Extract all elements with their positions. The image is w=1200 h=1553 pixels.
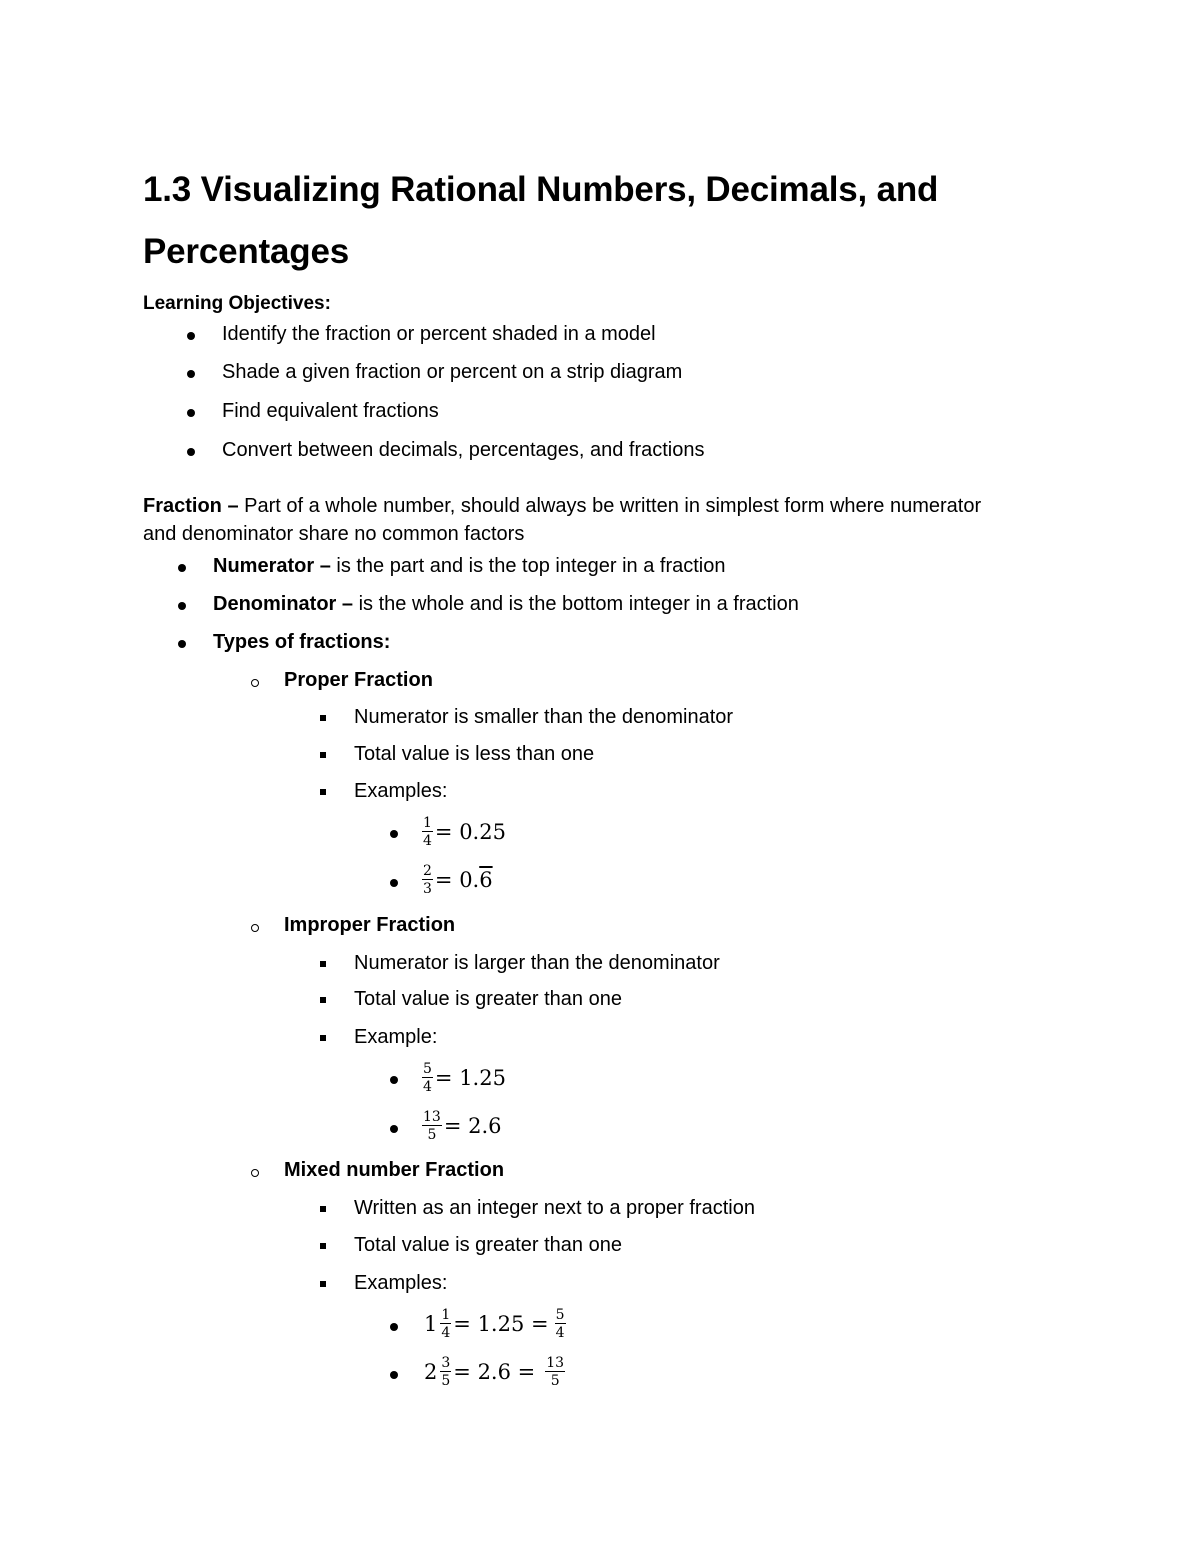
- mixed-fraction-item: Examples:: [354, 1272, 448, 1294]
- fraction: [422, 1110, 442, 1142]
- example-result: = 2.6: [443, 1114, 502, 1138]
- fraction-denominator: 4: [423, 1079, 432, 1095]
- mixed-fraction-item: Written as an integer next to a proper fraction: [354, 1197, 755, 1219]
- learning-objectives-heading: Learning Objectives:: [143, 293, 331, 314]
- bullet-square-icon: [320, 752, 326, 758]
- denominator-text: is the whole and is the bottom integer in a fraction: [353, 593, 799, 615]
- denominator-definition: [213, 593, 799, 616]
- proper-example-1: [420, 816, 506, 848]
- bullet-dot-icon: [390, 1371, 398, 1379]
- repeating-digit: 6: [479, 868, 493, 892]
- fraction-numerator: 2: [423, 863, 432, 879]
- bullet-square-icon: [320, 715, 326, 721]
- improper-example-2: [420, 1110, 502, 1142]
- numerator-term: Numerator –: [213, 555, 331, 577]
- fraction-denominator: 5: [550, 1373, 560, 1389]
- bullet-dot-icon: [178, 602, 186, 610]
- fraction: [545, 1356, 565, 1388]
- bullet-square-icon: [320, 961, 326, 967]
- fraction-denominator: 4: [441, 1325, 451, 1341]
- proper-fraction-item: Examples:: [354, 780, 448, 802]
- numerator-definition: [213, 555, 726, 578]
- bullet-dot-icon: [187, 409, 195, 417]
- fraction: [422, 864, 433, 896]
- fraction: [440, 1308, 451, 1340]
- bullet-dot-icon: [178, 564, 186, 572]
- mixed-number-fraction-heading: Mixed number Fraction: [284, 1159, 505, 1181]
- example-result: = 0.25: [434, 820, 506, 844]
- bullet-square-icon: [320, 1035, 326, 1041]
- bullet-square-icon: [320, 1243, 326, 1249]
- fraction: [440, 1356, 451, 1388]
- fraction-numerator: 1: [423, 815, 432, 831]
- bullet-dot-icon: [178, 640, 186, 648]
- numerator-text: is the part and is the top integer in a fraction: [330, 555, 726, 577]
- bullet-dot-icon: [390, 1323, 398, 1331]
- bullet-dot-icon: [390, 879, 398, 887]
- bullet-square-icon: [320, 997, 326, 1003]
- bullet-circle-icon: [251, 1169, 259, 1177]
- example-result-prefix: = 0.: [434, 868, 480, 892]
- fraction-numerator: 3: [441, 1355, 451, 1371]
- example-result: = 2.6 =: [453, 1360, 536, 1384]
- objective-item: Find equivalent fractions: [222, 400, 439, 422]
- improper-fraction-heading: Improper Fraction: [284, 914, 456, 936]
- bullet-dot-icon: [187, 332, 195, 340]
- mixed-example-2: [424, 1356, 567, 1388]
- fraction: [422, 1062, 433, 1094]
- fraction-definition-line-1: [143, 495, 981, 518]
- fraction-definition-text: Part of a whole number, should always be written in simplest form where numerator: [238, 495, 982, 517]
- bullet-dot-icon: [187, 370, 195, 378]
- fraction-denominator: 5: [427, 1127, 437, 1143]
- fraction-denominator: 5: [441, 1373, 451, 1389]
- objective-item: Shade a given fraction or percent on a strip diagram: [222, 361, 683, 383]
- proper-example-2: [420, 864, 493, 896]
- improper-fraction-item: Example:: [354, 1026, 438, 1048]
- example-result: = 1.25: [434, 1066, 506, 1090]
- objective-item: Identify the fraction or percent shaded in a model: [222, 323, 656, 345]
- bullet-square-icon: [320, 1206, 326, 1212]
- example-result: [435, 868, 493, 892]
- mixed-example-1: [424, 1308, 568, 1340]
- bullet-dot-icon: [390, 1076, 398, 1084]
- bullet-square-icon: [320, 1281, 326, 1287]
- fraction-numerator: 5: [423, 1061, 432, 1077]
- objective-item: Convert between decimals, percentages, and fractions: [222, 439, 705, 461]
- fraction-denominator: 4: [555, 1325, 565, 1341]
- fraction-denominator: 3: [423, 881, 432, 897]
- fraction: [555, 1308, 566, 1340]
- improper-example-1: [420, 1062, 506, 1094]
- bullet-square-icon: [320, 789, 326, 795]
- fraction-term: Fraction –: [143, 495, 239, 517]
- bullet-circle-icon: [251, 679, 259, 687]
- example-result: = 1.25 =: [453, 1312, 549, 1336]
- mixed-whole-part: 1: [424, 1312, 438, 1336]
- bullet-dot-icon: [390, 830, 398, 838]
- fraction: [422, 816, 433, 848]
- improper-fraction-item: Numerator is larger than the denominator: [354, 952, 720, 974]
- denominator-term: Denominator –: [213, 593, 354, 615]
- proper-fraction-item: Total value is less than one: [354, 743, 595, 765]
- improper-fraction-item: Total value is greater than one: [354, 988, 622, 1010]
- bullet-dot-icon: [390, 1125, 398, 1133]
- fraction-denominator: 4: [423, 833, 432, 849]
- fraction-definition-line-2: and denominator share no common factors: [143, 523, 525, 545]
- page-title-line-2: Percentages: [143, 232, 349, 271]
- page-title-line-1: 1.3 Visualizing Rational Numbers, Decimals, and: [143, 170, 939, 209]
- fraction-numerator: 1: [441, 1307, 451, 1323]
- fraction-numerator: 13: [546, 1355, 565, 1371]
- bullet-circle-icon: [251, 924, 259, 932]
- mixed-fraction-item: Total value is greater than one: [354, 1234, 622, 1256]
- bullet-dot-icon: [187, 448, 195, 456]
- fraction-numerator: 13: [423, 1109, 441, 1125]
- proper-fraction-item: Numerator is smaller than the denominator: [354, 706, 734, 728]
- fraction-numerator: 5: [555, 1307, 565, 1323]
- mixed-whole-part: 2: [424, 1360, 438, 1384]
- proper-fraction-heading: Proper Fraction: [284, 669, 433, 691]
- types-of-fractions-heading: Types of fractions:: [213, 631, 391, 653]
